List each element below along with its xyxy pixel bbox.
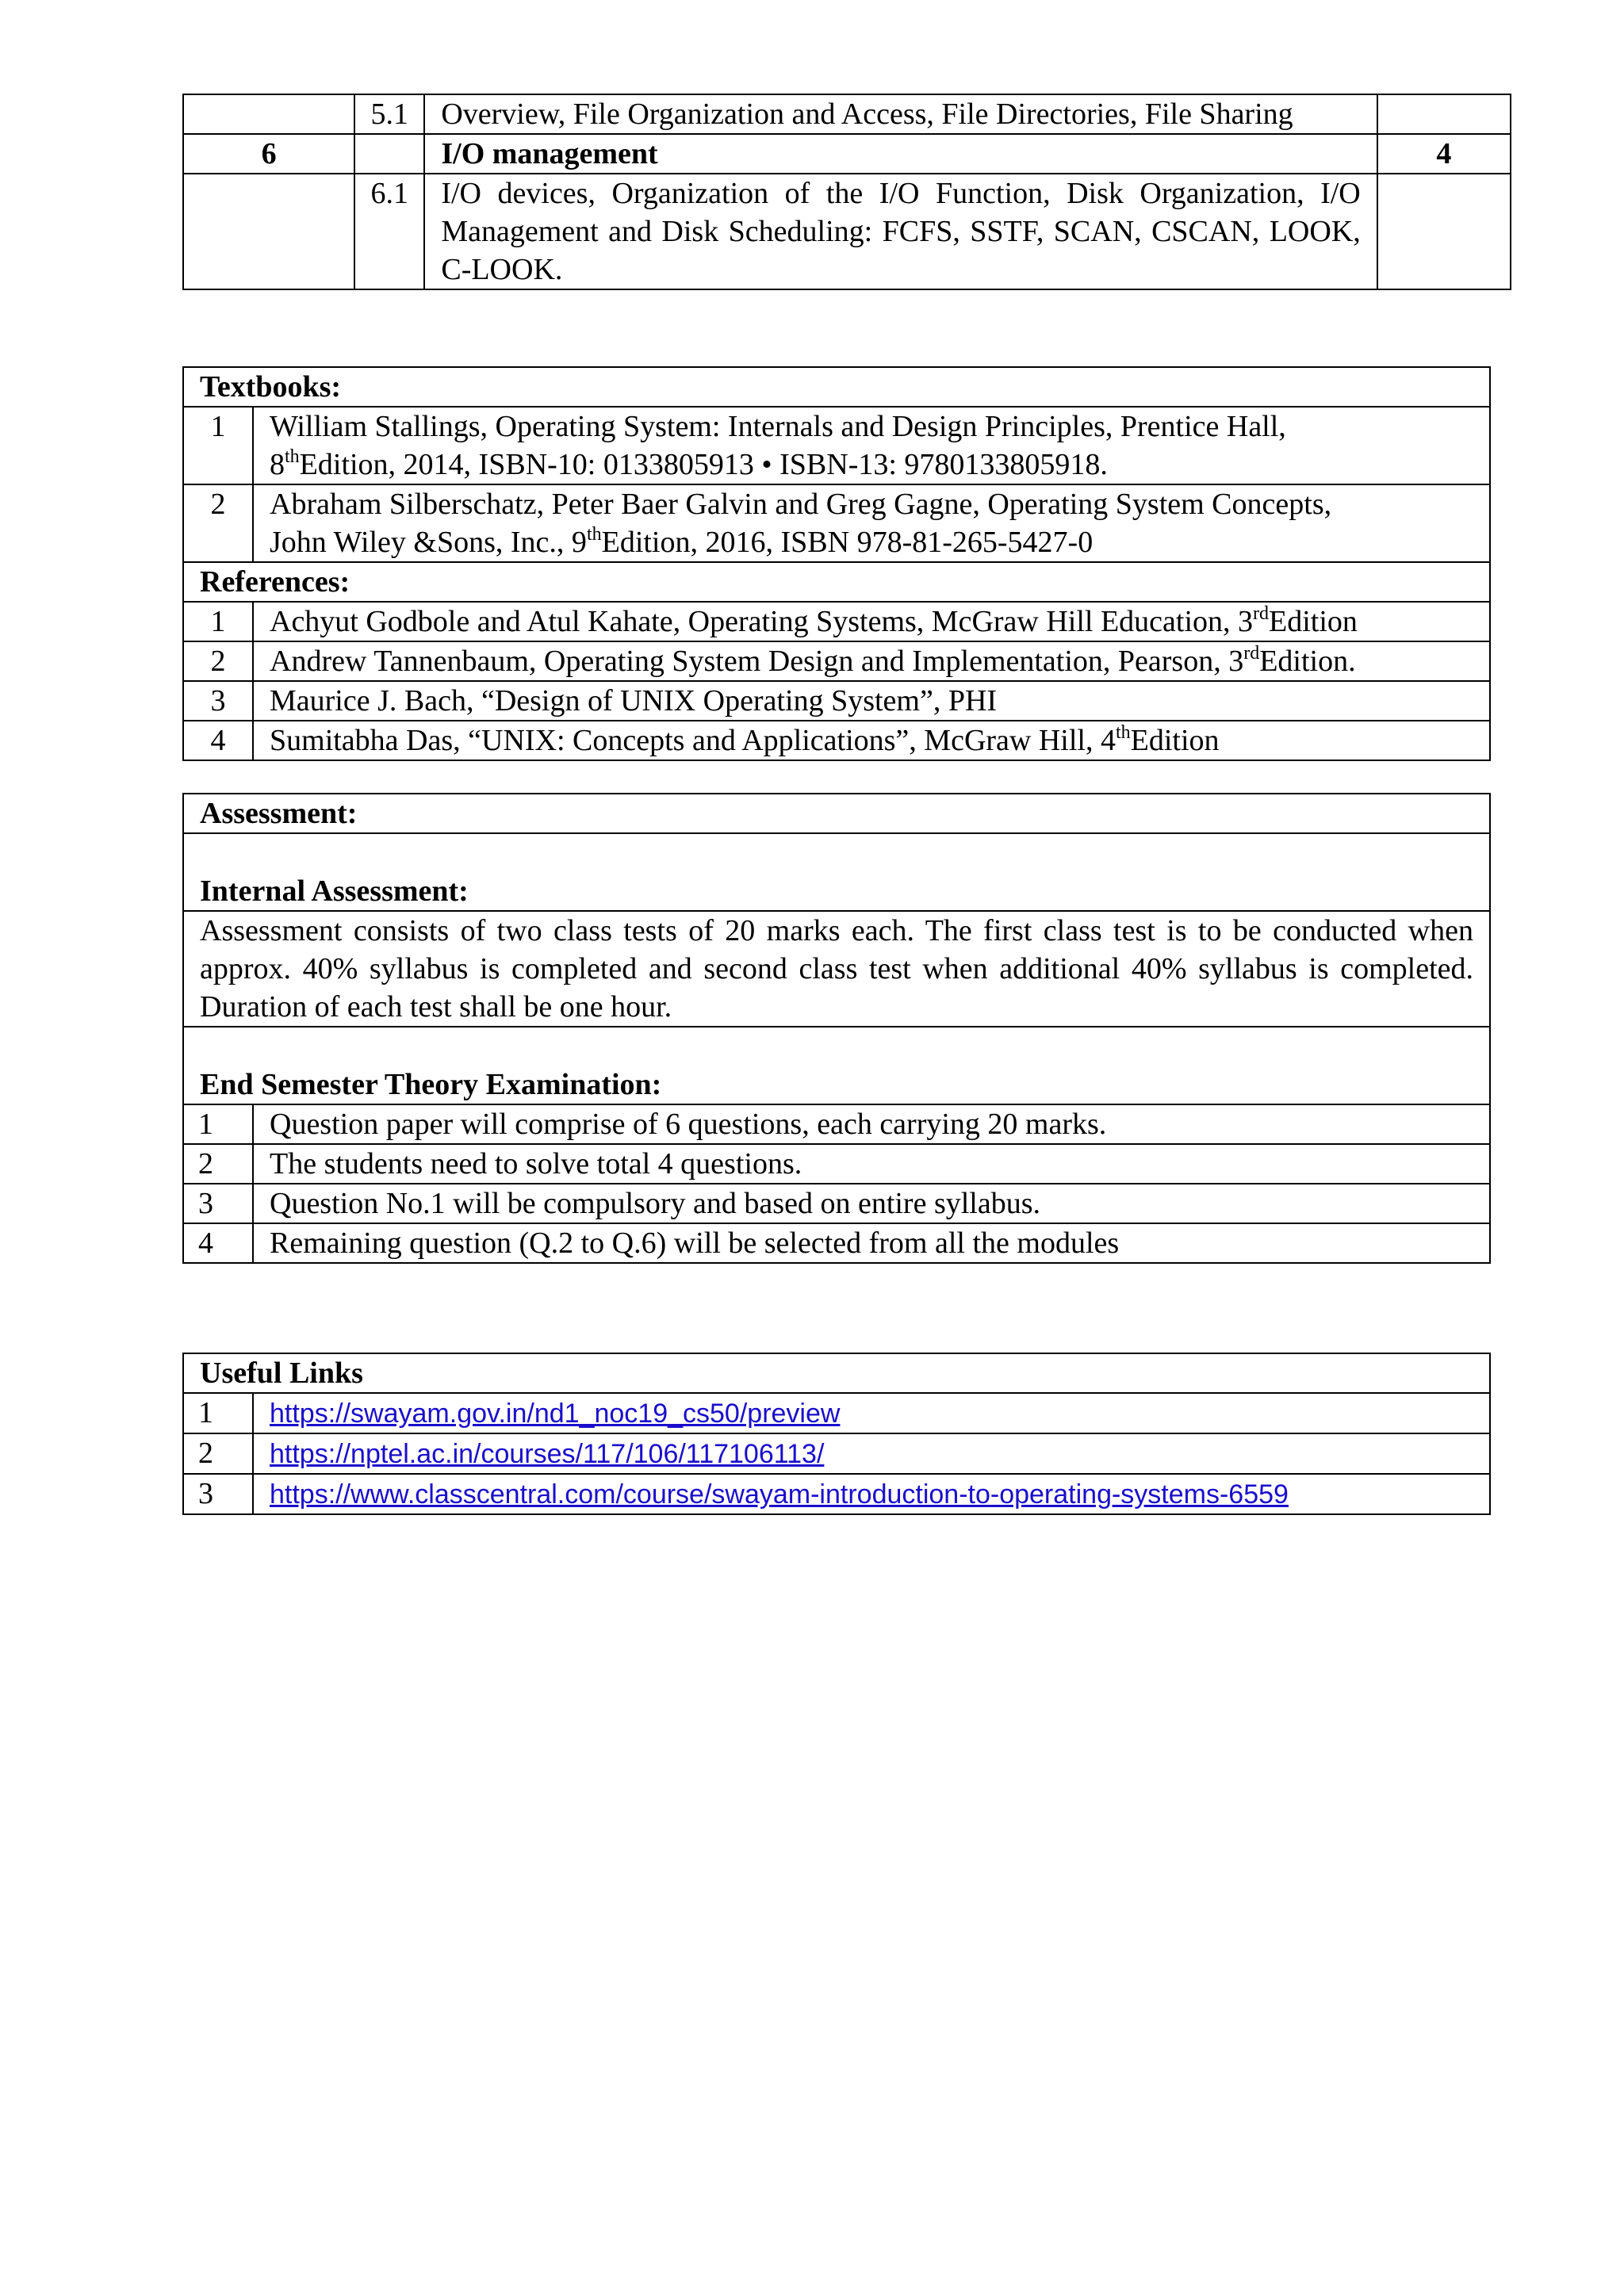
- exam-rule-item: [183, 1184, 1490, 1223]
- exam-rule-text: Remaining question (Q.2 to Q.6) will be selected from all the modules: [253, 1223, 1490, 1263]
- link-number: 3: [183, 1474, 253, 1514]
- module-number: 6: [183, 134, 354, 174]
- reference-item: [183, 721, 1490, 760]
- syllabus-row-5-1: [183, 94, 1511, 134]
- assessment-table: [182, 793, 1491, 1264]
- internal-assessment-text: Assessment consists of two class tests of 20 marks each. The first class test is to be conducted when approx. 40% syllabus is completed and second class test when additional 40% syllabus is completed. Duration of each test shall be one hour.: [183, 911, 1490, 1027]
- reference-item: [183, 602, 1490, 641]
- link-number: 2: [183, 1433, 253, 1474]
- reference-number: 1: [183, 602, 253, 641]
- reference-number: 4: [183, 721, 253, 760]
- exam-rule-text: The students need to solve total 4 questions.: [253, 1144, 1490, 1184]
- exam-rule-item: [183, 1223, 1490, 1263]
- submodule-number-cell: [354, 134, 424, 174]
- end-semester-heading: End Semester Theory Examination:: [183, 1027, 1490, 1104]
- reference-entry: Maurice J. Bach, “Design of UNIX Operating System”, PHI: [253, 681, 1490, 721]
- exam-rule-item: [183, 1104, 1490, 1144]
- textbook-item: [183, 407, 1490, 484]
- module-hours: 4: [1377, 134, 1511, 174]
- reference-number: 3: [183, 681, 253, 721]
- hours-cell: [1377, 174, 1511, 289]
- module-number-cell: [183, 174, 354, 289]
- hours-cell: [1377, 94, 1511, 134]
- link-item: [183, 1433, 1490, 1474]
- link-cell: [253, 1393, 1490, 1433]
- reference-item: [183, 681, 1490, 721]
- module-title: I/O management: [424, 134, 1377, 174]
- internal-assessment-heading: Internal Assessment:: [183, 833, 1490, 911]
- reference-entry: Achyut Godbole and Atul Kahate, Operating Systems, McGraw Hill Education, 3rdEdition: [253, 602, 1490, 641]
- assessment-heading: Assessment:: [183, 794, 1490, 833]
- reference-entry: Sumitabha Das, “UNIX: Concepts and Applications”, McGraw Hill, 4thEdition: [253, 721, 1490, 760]
- exam-rule-number: 2: [183, 1144, 253, 1184]
- syllabus-row-6-1: [183, 174, 1511, 289]
- syllabus-table: [182, 94, 1511, 290]
- textbook-item: [183, 484, 1490, 562]
- useful-links-heading: Useful Links: [183, 1353, 1490, 1393]
- textbook-number: 1: [183, 407, 253, 484]
- link-classcentral[interactable]: https://www.classcentral.com/course/swayam-introduction-to-operating-systems-6559: [270, 1479, 1289, 1510]
- submodule-topics: Overview, File Organization and Access, File Directories, File Sharing: [424, 94, 1377, 134]
- textbook-entry: William Stallings, Operating System: Internals and Design Principles, Prentice Hall, 8thEdition, 2014, ISBN-10: 0133805913 • ISBN-13: 9780133805918.: [253, 407, 1490, 484]
- exam-rule-text: Question paper will comprise of 6 questions, each carrying 20 marks.: [253, 1104, 1490, 1144]
- exam-rule-item: [183, 1144, 1490, 1184]
- link-cell: [253, 1433, 1490, 1474]
- link-item: [183, 1474, 1490, 1514]
- textbook-entry: Abraham Silberschatz, Peter Baer Galvin and Greg Gagne, Operating System Concepts, John Wiley &Sons, Inc., 9thEdition, 2016, ISBN 978-81-265-5427-0: [253, 484, 1490, 562]
- link-item: [183, 1393, 1490, 1433]
- submodule-number: 5.1: [354, 94, 424, 134]
- reference-item: [183, 641, 1490, 681]
- link-cell: [253, 1474, 1490, 1514]
- submodule-topics: I/O devices, Organization of the I/O Function, Disk Organization, I/O Management and Disk Scheduling: FCFS, SSTF, SCAN, CSCAN, LOOK, C-LOOK.: [424, 174, 1377, 289]
- reference-number: 2: [183, 641, 253, 681]
- textbooks-heading: Textbooks:: [183, 367, 1490, 407]
- link-swayam[interactable]: https://swayam.gov.in/nd1_noc19_cs50/preview: [270, 1399, 841, 1429]
- exam-rule-number: 3: [183, 1184, 253, 1223]
- exam-rule-text: Question No.1 will be compulsory and based on entire syllabus.: [253, 1184, 1490, 1223]
- submodule-number: 6.1: [354, 174, 424, 289]
- syllabus-row-module-6: [183, 134, 1511, 174]
- link-number: 1: [183, 1393, 253, 1433]
- module-number-cell: [183, 94, 354, 134]
- exam-rule-number: 1: [183, 1104, 253, 1144]
- link-nptel[interactable]: https://nptel.ac.in/courses/117/106/117106113/: [270, 1439, 825, 1469]
- useful-links-table: [182, 1353, 1491, 1515]
- textbook-number: 2: [183, 484, 253, 562]
- reference-entry: Andrew Tannenbaum, Operating System Design and Implementation, Pearson, 3rdEdition.: [253, 641, 1490, 681]
- exam-rule-number: 4: [183, 1223, 253, 1263]
- textbooks-references-table: [182, 366, 1491, 761]
- references-heading: References:: [183, 562, 1490, 602]
